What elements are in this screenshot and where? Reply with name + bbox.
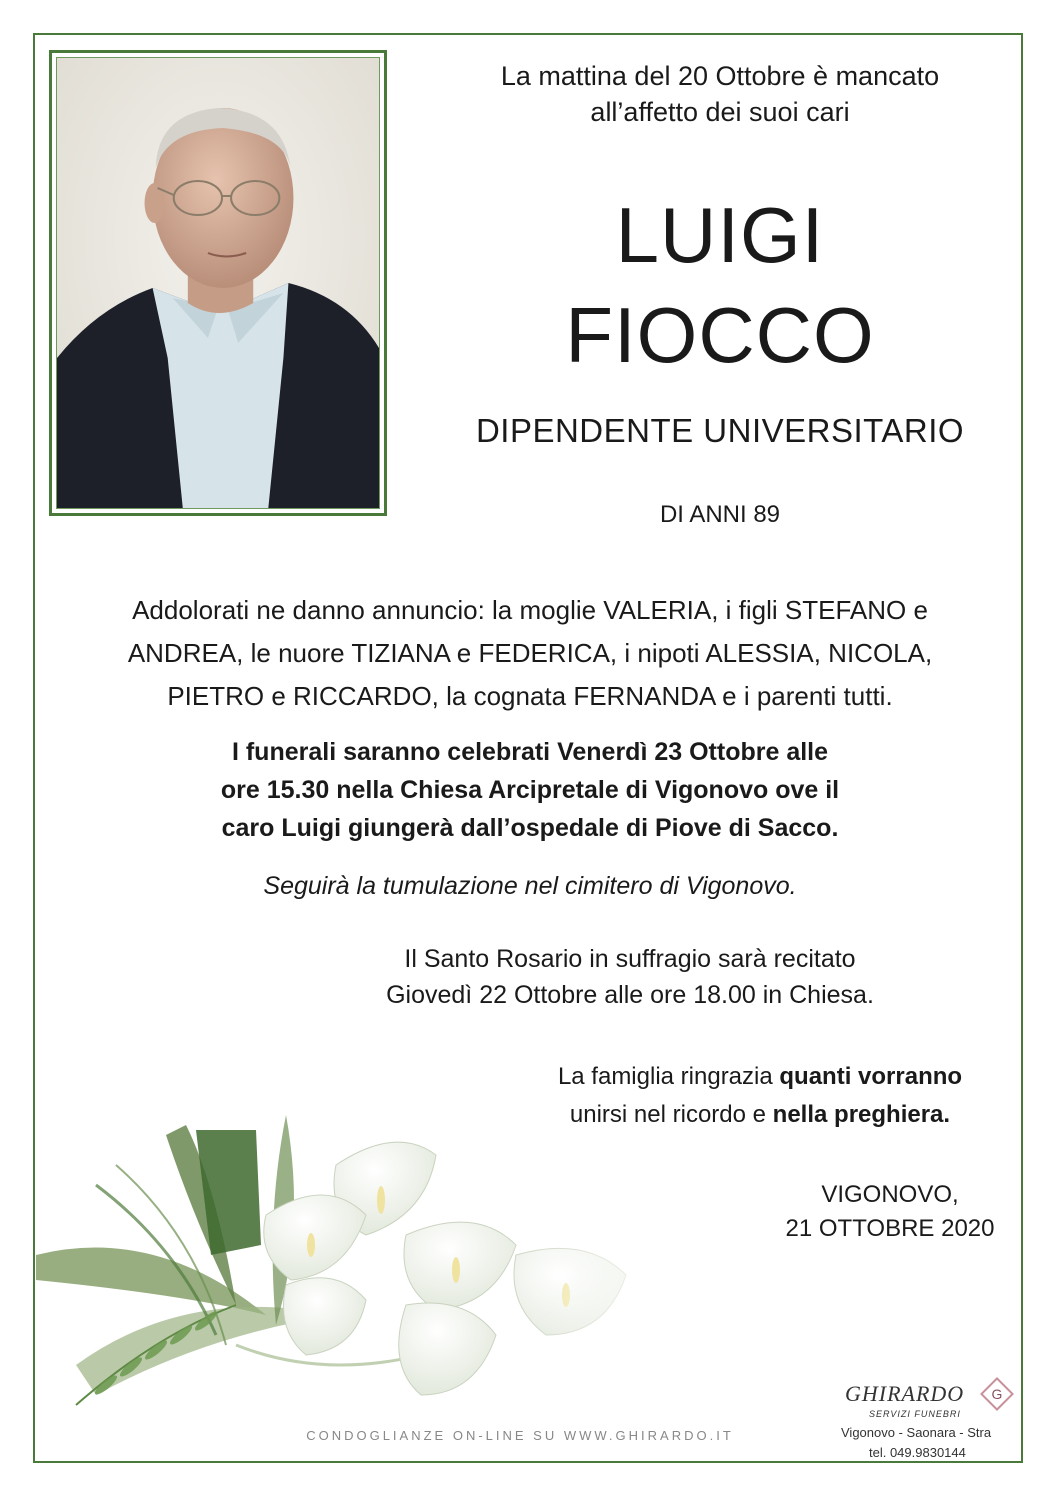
thanks-line-1 <box>470 1058 1050 1096</box>
intro-line-2: all’affetto dei suoi cari <box>590 97 850 127</box>
funeral-details <box>60 733 1000 847</box>
calla-lily-bouquet-image <box>36 1105 696 1440</box>
place-and-date <box>760 1178 1020 1246</box>
rosary-note <box>320 941 940 1013</box>
funeral-home-logo <box>835 1375 1025 1465</box>
thanks-part-a: La famiglia ringrazia <box>557 1063 780 1090</box>
place: VIGONOVO, <box>821 1181 959 1208</box>
portrait-frame <box>49 50 387 516</box>
diamond-logo-icon <box>980 1377 1014 1411</box>
thanks-part-b: quanti vorranno <box>779 1063 963 1090</box>
deceased-name <box>420 185 1020 385</box>
rosary-line-2: Giovedì 22 Ottobre alle ore 18.00 in Chiesa. <box>386 981 874 1009</box>
announce-line-2: ANDREA, le nuore TIZIANA e FEDERICA, i nipoti ALESSIA, NICOLA, <box>127 638 933 668</box>
logo-phone: tel. 049.9830144 <box>869 1445 966 1460</box>
last-name: FIOCCO <box>565 291 875 379</box>
funeral-line-2: ore 15.30 nella Chiesa Arcipretale di Vigonovo ove il <box>220 776 840 804</box>
rosary-line-1: Il Santo Rosario in suffragio sarà recitato <box>404 945 856 973</box>
intro-line-1: La mattina del 20 Ottobre è mancato <box>500 61 940 91</box>
announce-line-3: PIETRO e RICCARDO, la cognata FERNANDA e i parenti tutti. <box>167 681 893 711</box>
thanks-part-c: unirsi nel ricordo e <box>569 1101 773 1128</box>
profession: DIPENDENTE UNIVERSITARIO <box>475 412 965 449</box>
age: DI ANNI 89 <box>659 501 781 528</box>
burial-note: Seguirà la tumulazione nel cimitero di Vigonovo. <box>263 872 797 900</box>
portrait-photo <box>56 57 380 509</box>
thanks-note <box>470 1058 1050 1134</box>
first-name: LUIGI <box>615 191 825 279</box>
logo-name: GHIRARDO <box>845 1381 965 1406</box>
logo-subtitle: SERVIZI FUNEBRI <box>869 1409 961 1419</box>
funeral-line-3: caro Luigi giungerà dall’ospedale di Piove di Sacco. <box>221 814 839 842</box>
announce-line-1: Addolorati ne danno annuncio: la moglie VALERIA, i figli STEFANO e <box>132 595 928 625</box>
condolences-link-text: CONDOGLIANZE ON-LINE SU WWW.GHIRARDO.IT <box>306 1428 734 1443</box>
thanks-part-d: nella preghiera. <box>772 1101 951 1128</box>
intro-text <box>420 58 1020 130</box>
date: 21 OTTOBRE 2020 <box>785 1215 995 1242</box>
announcement <box>60 589 1000 718</box>
thanks-line-2 <box>470 1096 1050 1134</box>
logo-towns: Vigonovo - Saonara - Stra <box>841 1425 992 1440</box>
logo-mark-letter: G <box>991 1386 1003 1402</box>
funeral-line-1: I funerali saranno celebrati Venerdì 23 Ottobre alle <box>231 738 829 766</box>
